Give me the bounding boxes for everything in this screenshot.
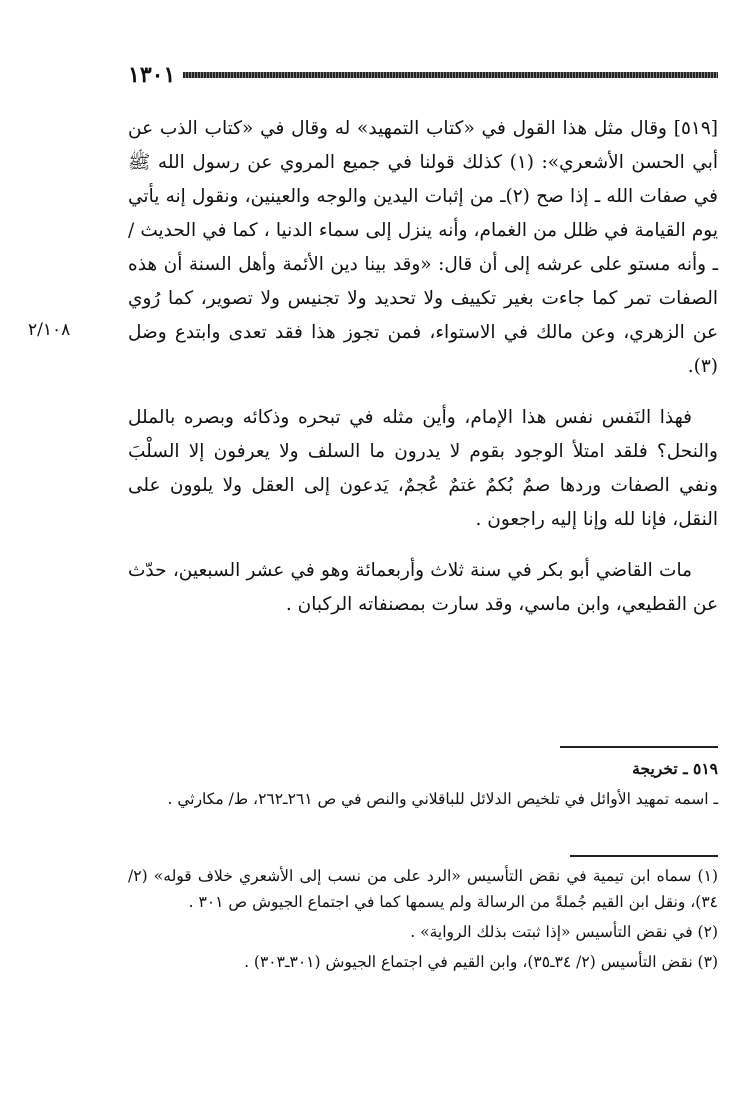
takhrij-section [128, 756, 718, 816]
footnote-2: (٢) في نقض التأسيس «إذا ثبتت بذلك الرواية» . [410, 923, 718, 941]
margin-reference: ٢/١٠٨ [28, 320, 71, 340]
takhrij-divider [560, 746, 718, 748]
takhrij-text: ـ اسمه تمهيد الأوائل في تلخيص الدلائل للباقلاني والنص في ص ٢٦١ـ٢٦٢، ط/ مكارثي . [167, 790, 718, 808]
takhrij-title: ٥١٩ ـ تخريجة [632, 759, 718, 778]
paragraph-quote: [٥١٩] وقال مثل هذا القول في «كتاب التمهيد» له وقال في «كتاب الذب عن أبي الحسن الأشعري»: (١) كذلك قولنا في جميع المروي عن رسول الله ﷺ في صفات الله ـ إذا صح (٢)ـ من إثبات اليدين والوجه والعينين، ونقول إنه يأتي يوم القيامة في ظلل من الغمام، وأنه ينزل إلى سماء الدنيا ، كما في الحديث / ـ وأنه مستو على عرشه إلى أن قال: «وقد بينا دين الأئمة وأهل السنة أن هذه الصفات تمر كما جاءت بغير تكييف ولا تحديد ولا تجنيس ولا تصوير، كما رُوي عن الزهري، وعن مالك في الاستواء، فمن تجوز هذا فقد تعدى وابتدع وضل (٣). [128, 118, 718, 377]
header-rule [183, 72, 718, 78]
footnotes [128, 863, 718, 979]
footnote-1: (١) سماه ابن تيمية في نقض التأسيس «الرد على من نسب إلى الأشعري خلاف قوله» (٢/ ٣٤)، ونقل ابن القيم جُملةً من الرسالة ولم يسمها كما في اجتماع الجيوش ص ٣٠١ . [128, 867, 718, 911]
page-header [128, 60, 718, 90]
page-number: ١٣٠١ [128, 62, 176, 88]
footnote-3: (٣) نقض التأسيس (٢/ ٣٤ـ٣٥)، وابن القيم في اجتماع الجيوش (٣٠١ـ٣٠٣) . [244, 953, 718, 971]
paragraph-commentary: فهذا النَفس نفس هذا الإمام، وأين مثله في تبحره وذكائه وبصره بالملل والنحل؟ فلقد امتلأ الوجود بقوم لا يدرون ما السلف ولا يعرفون إلا السلْبَ ونفي الصفات وردها صمٌ بُكمٌ غتمٌ عُجمٌ، يَدعون إلى العقل ولا يلوون على النقل، فإنا لله وإنا إليه راجعون . [128, 407, 718, 530]
footnotes-divider [570, 855, 718, 857]
main-text [128, 112, 718, 639]
paragraph-biography: مات القاضي أبو بكر في سنة ثلاث وأربعمائة وهو في عشر السبعين، حدّث عن القطيعي، وابن ماسي، وقد سارت بمصنفاته الركبان . [128, 560, 718, 615]
